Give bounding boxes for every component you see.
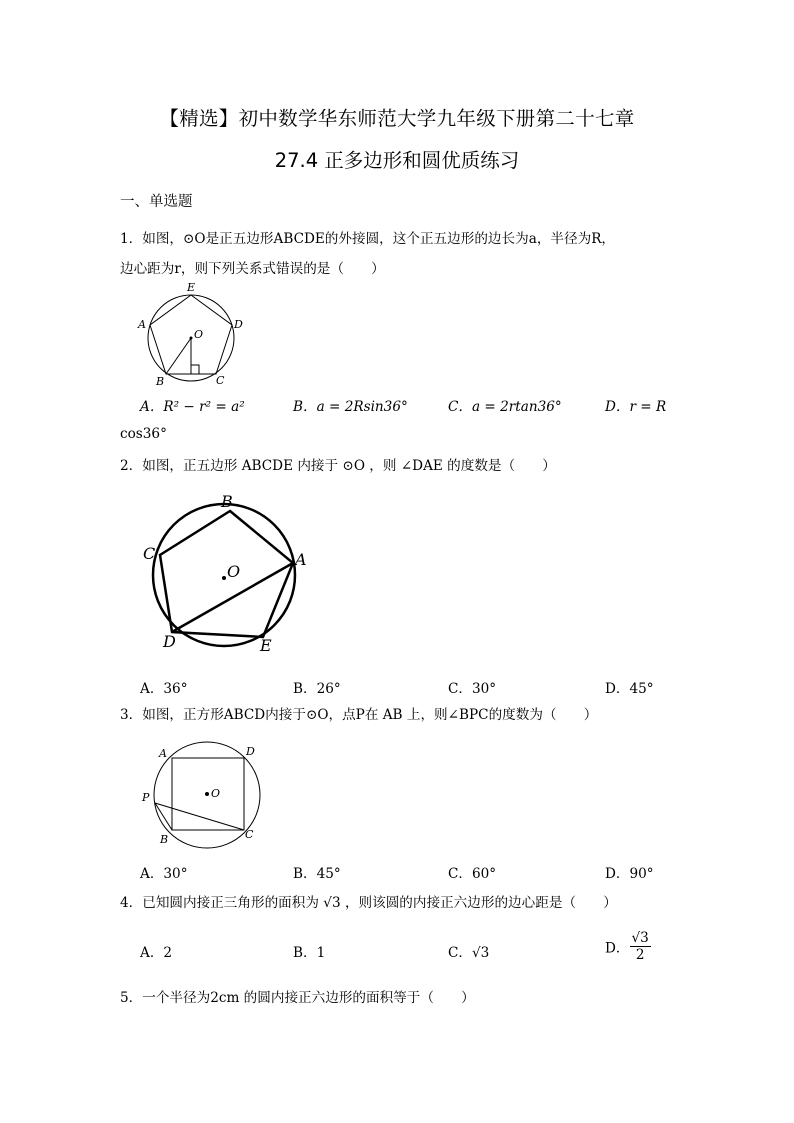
q3-label-p: P	[142, 791, 150, 804]
question-3-text: 3．如图，正方形ABCD内接于⊙O，点P在 AB 上，则∠BPC的度数为（ ）	[120, 707, 598, 723]
q1-option-d-continued: cos36°	[120, 426, 167, 442]
q2-label-o: O	[227, 562, 241, 581]
q2-option-d: D．45°	[605, 681, 654, 697]
question-3-square-figure	[135, 735, 270, 850]
q1-label-a: A	[138, 318, 146, 331]
q4-option-b: B．1	[293, 945, 326, 961]
q2-label-b: B	[221, 492, 233, 511]
q1-label-e: E	[187, 281, 196, 294]
q4-option-d-denominator: 2	[635, 947, 645, 963]
document-title-line1: 【精选】初中数学华东师范大学九年级下册第二十七章	[159, 107, 635, 130]
document-title-line2: 27.4 正多边形和圆优质练习	[274, 149, 520, 172]
q1-label-b: B	[156, 375, 165, 388]
q3-option-b: B．45°	[293, 866, 341, 882]
q2-label-a: A	[295, 550, 307, 569]
q4-option-d	[605, 930, 651, 963]
q1-option-c: C．a = 2rtan36°	[448, 399, 562, 415]
question-5-text: 5．一个半径为2cm 的圆内接正六边形的面积等于（ ）	[120, 990, 475, 1006]
q4-text-before: 4．已知圆内接正三角形的面积为	[120, 895, 319, 911]
q2-label-c: C	[143, 544, 156, 563]
q1-label-o: O	[194, 328, 204, 341]
question-2-pentagon-figure	[135, 485, 315, 655]
q4-option-d-fraction	[630, 930, 651, 963]
q4-radical: √3	[323, 895, 341, 911]
q1-option-b: B．a = 2Rsin36°	[293, 399, 408, 415]
q2-option-a: A．36°	[140, 681, 188, 697]
section-heading: 一、单选题	[120, 194, 193, 210]
q4-text-after: ，则该圆的内接正六边形的边心距是（ ）	[344, 895, 617, 911]
q1-option-a: A．R² − r² = a²	[140, 399, 245, 415]
q3-label-b: B	[160, 833, 169, 846]
q2-option-b: B．26°	[293, 681, 341, 697]
q2-label-e: E	[260, 636, 272, 655]
q4-option-a: A．2	[140, 945, 173, 961]
question-4-text	[120, 888, 617, 918]
q1-option-d: D．r = R	[605, 399, 667, 415]
q3-label-a: A	[159, 747, 167, 760]
q1-label-d: D	[234, 318, 243, 331]
q1-label-c: C	[216, 374, 225, 387]
q3-option-d: D．90°	[605, 866, 654, 882]
question-1-line1: 1．如图，⊙O是正五边形ABCDE的外接圆，这个正五边形的边长为a，半径为R，	[120, 231, 616, 247]
q4-option-d-prefix: D．	[605, 940, 630, 957]
q3-label-d: D	[246, 745, 255, 758]
q3-option-c: C．60°	[448, 866, 497, 882]
q4-option-d-numerator: √3	[631, 930, 649, 946]
question-1-line2: 边心距为r，则下列关系式错误的是（ ）	[120, 261, 385, 277]
q3-option-a: A．30°	[140, 866, 188, 882]
question-1-pentagon-figure	[130, 280, 250, 390]
q3-label-c: C	[245, 828, 254, 841]
q2-option-c: C．30°	[448, 681, 497, 697]
q3-label-o: O	[211, 787, 221, 800]
q2-label-d: D	[163, 632, 176, 651]
question-2-text: 2．如图，正五边形 ABCDE 内接于 ⊙O ，则 ∠DAE 的度数是（ ）	[120, 458, 556, 474]
q4-option-c: C．√3	[448, 945, 490, 961]
